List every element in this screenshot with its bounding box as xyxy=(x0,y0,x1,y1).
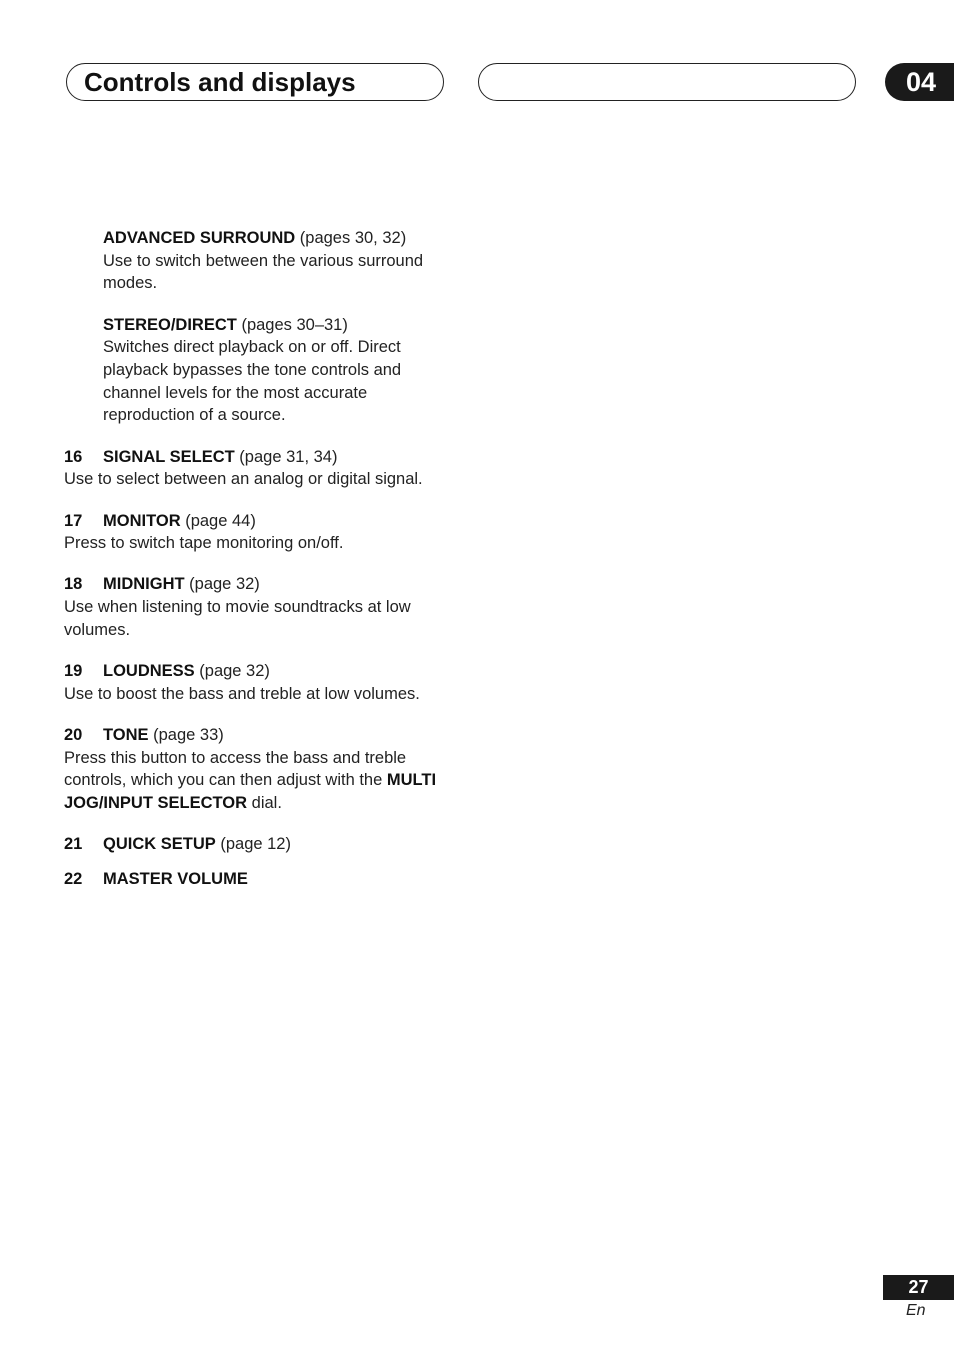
entry-name: QUICK SETUP xyxy=(103,835,216,854)
header-empty-box xyxy=(478,63,856,101)
list-item-signal-select xyxy=(64,446,448,491)
entry-page-ref: (pages 30–31) xyxy=(236,315,348,334)
entry-number: 18 xyxy=(64,575,83,594)
entry-description: Switches direct playback on or off. Direct playback bypasses the tone controls and channel levels for the most accurate reproduction of a source. xyxy=(103,338,402,425)
language-label: En xyxy=(906,1302,926,1319)
entry-number: 20 xyxy=(64,725,83,744)
entry-description xyxy=(64,747,448,815)
list-item-monitor xyxy=(64,510,448,555)
entry-heading xyxy=(103,314,448,337)
list-item-loudness xyxy=(64,660,448,705)
entry-number: 19 xyxy=(64,662,83,681)
list-item-master-volume xyxy=(64,868,448,891)
list-item-tone xyxy=(64,724,448,815)
entry-name: SIGNAL SELECT xyxy=(103,447,235,466)
list-item-midnight xyxy=(64,573,448,641)
entry-page-ref: (page 32) xyxy=(184,575,260,594)
entry-page-ref: (page 32) xyxy=(194,662,270,681)
entry-heading xyxy=(64,833,448,856)
entry-name: MONITOR xyxy=(103,511,181,530)
entry-heading xyxy=(64,510,448,533)
page-title: Controls and displays xyxy=(84,67,356,97)
section-title-box xyxy=(66,63,444,101)
entry-name: MIDNIGHT xyxy=(103,575,185,594)
entry-heading xyxy=(64,868,448,891)
entry-number: 17 xyxy=(64,511,83,530)
entry-page-ref: (page 31, 34) xyxy=(234,447,338,466)
entry-description-text: Press this button to access the bass and treble controls, which you can then adjust with the xyxy=(64,748,407,790)
entry-page-ref: (page 44) xyxy=(180,511,256,530)
entry-description: Use to select between an analog or digital signal. xyxy=(64,470,423,489)
entry-description: Use to switch between the various surround modes. xyxy=(103,251,424,293)
entry-heading xyxy=(103,227,448,250)
entry-name: LOUDNESS xyxy=(103,662,195,681)
entry-name: STEREO/DIRECT xyxy=(103,315,237,334)
list-item-advanced-surround xyxy=(64,227,448,295)
list-item-stereo-direct xyxy=(64,314,448,428)
entry-heading xyxy=(64,446,448,469)
entry-number: 21 xyxy=(64,835,83,854)
entry-heading xyxy=(64,724,448,747)
entry-description: Use to boost the bass and treble at low volumes. xyxy=(64,684,420,703)
entry-description: Press to switch tape monitoring on/off. xyxy=(64,534,344,553)
entry-name: TONE xyxy=(103,725,149,744)
controls-list xyxy=(64,227,448,909)
entry-name: MASTER VOLUME xyxy=(103,869,248,888)
entry-name: ADVANCED SURROUND xyxy=(103,229,296,247)
entry-number: 16 xyxy=(64,447,83,466)
page-number: 27 xyxy=(883,1275,954,1300)
entry-number: 22 xyxy=(64,869,83,888)
entry-page-ref: (pages 30, 32) xyxy=(295,229,407,247)
entry-heading xyxy=(64,660,448,683)
entry-description: Use when listening to movie soundtracks at low volumes. xyxy=(64,598,411,639)
entry-page-ref: (page 12) xyxy=(215,835,291,854)
entry-heading xyxy=(64,573,448,596)
chapter-number-tab: 04 xyxy=(885,63,954,101)
entry-description-control: MULTI JOG/INPUT SELECTOR xyxy=(64,771,437,813)
entry-page-ref: (page 33) xyxy=(148,725,224,744)
list-item-quick-setup xyxy=(64,833,448,856)
entry-description-text-end: dial. xyxy=(247,794,282,813)
